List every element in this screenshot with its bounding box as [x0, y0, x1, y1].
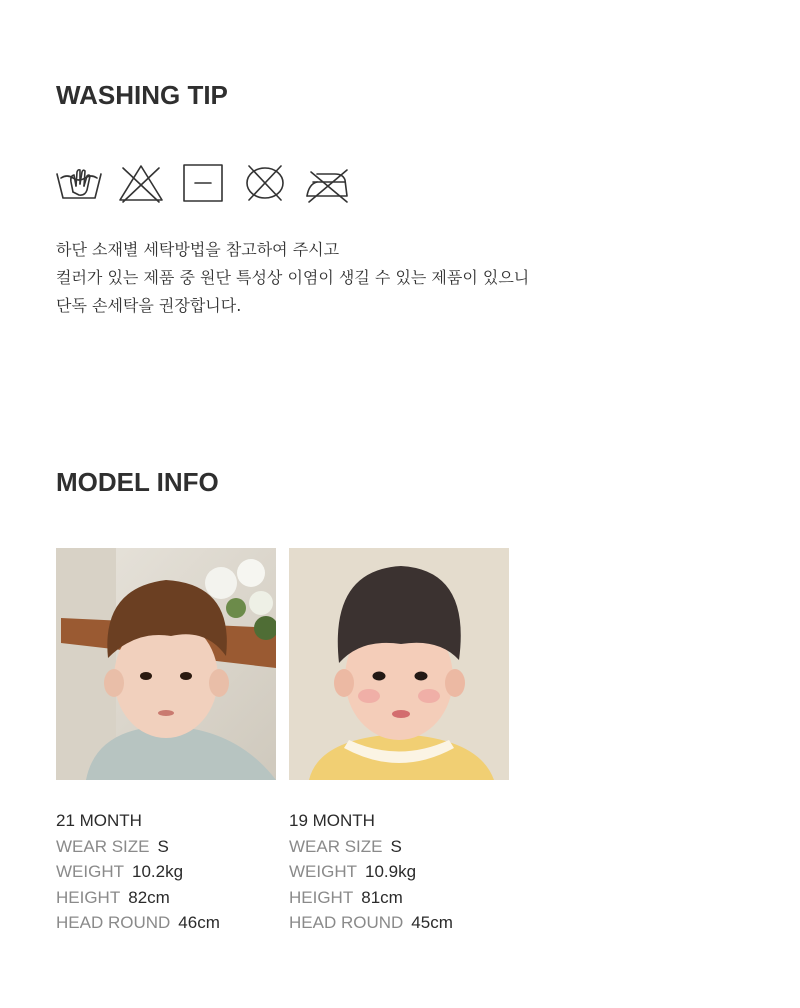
height-row — [289, 885, 509, 911]
no-bleach-icon — [117, 162, 165, 204]
weight-row — [289, 859, 509, 885]
dry-flat-icon — [179, 162, 227, 204]
care-icons — [55, 162, 351, 204]
washing-instructions — [56, 236, 656, 320]
model-info-2 — [289, 808, 509, 936]
weight-value: 10.2kg — [132, 862, 184, 882]
washing-tip-title: WASHING TIP — [56, 80, 228, 110]
weight-row — [56, 859, 276, 885]
height-row — [56, 885, 276, 911]
wear-size-value: S — [157, 836, 169, 856]
wear-size-value: S — [390, 836, 402, 856]
model-info-title: MODEL INFO — [56, 467, 219, 497]
wear-size-row — [289, 834, 509, 860]
no-iron-icon — [303, 162, 351, 204]
head-round-row — [56, 910, 276, 936]
weight-label: WEIGHT — [56, 862, 124, 882]
head-round-row — [289, 910, 509, 936]
height-label: HEIGHT — [56, 887, 121, 907]
model-age: 21 MONTH — [56, 811, 142, 830]
model-age: 19 MONTH — [289, 811, 375, 830]
wear-size-label: WEAR SIZE — [289, 836, 383, 856]
model-card-1 — [56, 548, 276, 936]
weight-label: WEIGHT — [289, 862, 357, 882]
head-round-label: HEAD ROUND — [56, 913, 171, 933]
height-value: 82cm — [128, 887, 170, 907]
model-info-1 — [56, 808, 276, 936]
wear-size-row — [56, 834, 276, 860]
model-photo-1 — [56, 548, 276, 780]
height-value: 81cm — [361, 887, 403, 907]
hand-wash-icon — [55, 162, 103, 204]
instruction-line: 하단 소재별 세탁방법을 참고하여 주시고 — [56, 240, 340, 259]
head-round-value: 46cm — [178, 913, 220, 933]
wear-size-label: WEAR SIZE — [56, 836, 150, 856]
head-round-label: HEAD ROUND — [289, 913, 404, 933]
instruction-line: 단독 손세탁을 권장합니다. — [56, 296, 242, 315]
model-photo-2 — [289, 548, 509, 780]
no-tumble-dry-icon — [241, 162, 289, 204]
instruction-line: 컬러가 있는 제품 중 원단 특성상 이염이 생길 수 있는 제품이 있으니 — [56, 268, 530, 287]
head-round-value: 45cm — [411, 913, 453, 933]
model-card-2 — [289, 548, 509, 936]
height-label: HEIGHT — [289, 887, 354, 907]
weight-value: 10.9kg — [365, 862, 417, 882]
